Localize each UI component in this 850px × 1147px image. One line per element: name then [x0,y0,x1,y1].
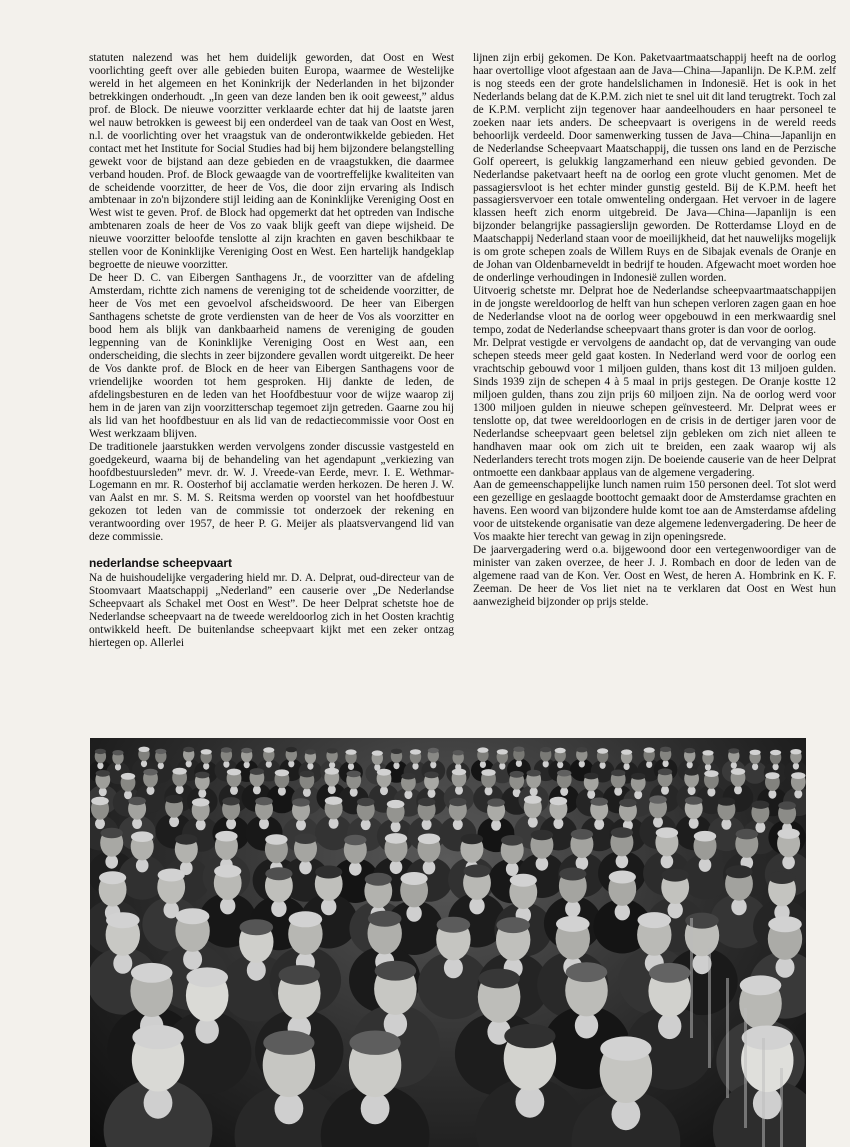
attendee-hair [183,747,194,752]
attendee-hair [176,908,210,924]
left-paragraph-2: De heer D. C. van Eibergen Santhagens Jr., de voorzitter van de afdeling Amsterdam, richtte zich namens de vereniging tot de scheidende voorzitter, de heer de Vos met een gevoelvol afscheidswoord. De heer van Eibergen Santhagens schetste de grote verdiensten van de heer de Vos als voorzitter en bood hem als blijk van dankbaarheid namens de vereniging de gouden legpenning van de Koninklijke Vereniging Oost en West aan, een onderscheiding, die slechts in zeer bijzondere gevallen wordt uitgereikt. De heer de Vos dankte prof. de Block en de heer van Eibergen Santhagens voor de vriendelijke woorden tot hem gesproken. Hij dankte de leden, de afdelingsbesturen en de leden van het Hoofdbestuur voor de wijze waarop zij hem in de jaren van zijn voorzitterschap tegemoet zijn getreden. Gaarne zou hij als lid van het hoofdbestuur en als lid van de redactiecommissie voor Oost en West werkzaam blijven. [89,272,454,440]
attendee-hair [555,748,566,753]
attendee-hair [375,961,417,981]
attendee-hair [504,1024,555,1048]
attendee-hair [571,829,593,840]
attendee-hair [728,748,739,753]
attendee-collar [275,1092,304,1124]
attendee-hair [410,749,421,754]
attendee-hair [175,834,197,845]
attendee-hair [477,747,488,752]
attendee-hair [391,749,402,754]
attendee-hair [778,801,796,809]
attendee-hair [725,865,752,878]
attendee-hair [227,769,241,776]
attendee-collar [428,789,436,798]
attendee-hair [453,750,464,755]
chair-leg [780,1068,783,1147]
attendee-hair [279,965,321,985]
attendee-hair [106,912,140,928]
attendee-hair [424,772,438,779]
attendee-hair [684,748,695,753]
attendee-hair [584,773,598,780]
right-paragraph-3: Mr. Delprat vestigde er vervolgens de aandacht op, dat de vervanging van oude schepen steeds meer geld gaat kosten. In Nederland werd voor de oorlog een vrachtschip gebouwd voor 1 miljoen gulden, thans kost dit 13 miljoen gulden. Sinds 1939 zijn de schepen 4 à 5 maal in prijs gestegen. De Oranje kostte 12 miljoen gulden, thans zou zijn prijs 60 miljoen zijn. Na de oorlog werd voor 1300 miljoen gulden in nieuwe schepen geïnvesteerd. Mr. Delprat wees er tenslotte op, dat twee wereldoorlogen en de crisis in de dertiger jaren voor de Nederlandse scheepvaart geen beletsel zijn gebleken om zich niet alleen te handhaven maar ook om zich uit te breiden, een zaak waarop wij als Nederlanders terecht trots mogen zijn. De boeiende causerie van de heer Delprat ontmoette een dankbaar applaus van de algemene vergadering. [473,336,836,479]
attendee-hair [791,772,805,779]
attendee-hair [752,801,770,809]
attendee-hair [286,747,297,752]
attendee-hair [195,772,209,779]
attendee-hair [638,912,672,928]
left-paragraph-3: De traditionele jaarstukken werden vervolgens zonder discussie vastgesteld en goedgekeurd, waarna bij de behandeling van het agendapunt „verkiezing van hoofdbestuursleden” mevr. dr. W. J. Vreede-van Eerde, mevr. I. E. Wethmar-Logemann en mr. R. Oosterhof bij acclamatie werden herkozen. De heren J. W. van Aalst en mr. S. M. S. Reitsma werden op voorstel van het hoofdbestuur gekozen tot leden van de commissie tot onderzoek der rekening en verantwoording over 1957, de heer P. G. Meijer als plaatsvervangend lid van deze commissie. [89,440,454,544]
attendee-hair [496,917,530,933]
right-text-column [473,52,836,609]
attendee-collar [752,763,758,770]
attendee-hair [155,749,166,754]
attendee-hair [736,829,758,840]
attendee-collar [113,953,132,974]
attendee-hair [263,747,274,752]
attendee-collar [543,761,549,768]
attendee-collar [480,761,486,768]
attendee-hair [95,749,106,754]
attendee-hair [631,773,645,780]
attendee-hair [401,872,428,885]
attendee-collar [491,820,501,831]
attendee-hair [660,747,671,752]
attendee-hair [656,827,678,838]
chair-leg [708,948,711,1068]
attendee-hair [121,773,135,780]
attendee-hair [768,916,802,932]
attendee-hair [365,873,392,886]
attendee-collar [768,790,776,799]
attendee-hair [685,796,703,804]
attendee-hair [101,828,123,839]
attendee-hair [527,770,541,777]
attendee-hair [428,748,439,753]
attendee-hair [513,747,524,752]
attendee-hair [128,797,146,805]
attendee-hair [649,963,691,983]
attendee-collar [444,957,463,978]
attendee-hair [790,749,801,754]
attendee-collar [391,821,401,832]
attendee-collar [793,763,799,770]
attendee-hair [566,962,608,982]
attendee-hair [344,835,366,846]
attendee-collar [600,762,606,769]
attendee-hair [401,773,415,780]
attendee-hair [550,797,568,805]
attendee-collar [721,819,731,830]
right-paragraph-2: Uitvoerig schetste mr. Delprat hoe de Nederlandse scheepvaartmaatschappijen in de jongste wereldoorlog de helft van hun schepen verloren zagen gaan en hoe de Nederlandse vloot na de oorlog weer opgebouwd in een merkwaardig snel tempo, zodat de Nederlandse scheepvaart thans groter is dan voor de oorlog. [473,285,836,337]
attendee-hair [289,911,323,927]
attendee-collar [731,898,746,915]
attendee-collar [124,790,132,799]
right-paragraph-5: De jaarvergadering werd o.a. bijgewoond door een vertegenwoordiger van de minister van zaken overzee, de heer J. J. Rombach en door de leden van de algemene raad van de Kon. Ver. Oost en West, de heren A. Hombrink en K. F. Zeeman. De heer de Vos liet niet na te verklaren dat Oost en West hun aanwezigheid bijzonder op prijs stelde. [473,544,836,609]
attendee-hair [765,772,779,779]
attendee-hair [481,769,495,776]
attendee-hair [750,750,761,755]
attendee-hair [609,871,636,884]
attendee-hair [704,770,718,777]
attendee-hair [241,748,252,753]
attendee-hair [418,834,440,845]
attendee-hair [263,1031,314,1055]
attendee-hair [497,749,508,754]
attendee-hair [777,828,799,839]
attendee-collar [186,760,192,767]
attendee-collar [329,762,335,769]
attendee-collar [361,819,371,830]
attendee-hair [556,916,590,932]
attendee-collar [776,957,795,978]
attendee-hair [315,866,342,879]
left-paragraph-4: Na de huishoudelijke vergadering hield mr. D. A. Delprat, oud-directeur van de Stoomvaart Maatschappij „Nederland” een causerie over „De Nederlandse Scheepvaart als Schakel met Oost en West”. De heer Delprat schetste hoe de Nederlandse scheepvaart na de tweede wereldoorlog zich in het Oosten krachtig ontwikkeld heeft. De buitenlandse scheepvaart kijkt met een zeker ontzag hiertegen op. Allerlei [89,572,454,649]
attendee-hair [172,768,186,775]
attendee-hair [327,748,338,753]
chair-leg [762,1038,765,1147]
attendee-collar [755,822,765,833]
attendee-hair [463,865,490,878]
attendee-collar [226,818,236,829]
attendee-hair [99,871,126,884]
attendee-hair [377,769,391,776]
right-paragraph-1: lijnen zijn erbij gekomen. De Kon. Paketvaartmaatschappij heeft na de oorlog haar overtollige vloot afgestaan aan de Java—China—Japanlijn. De K.P.M. zelf is nog steeds een der grote handelslichamen in Indonesië. Het is ook in het Nederlands belang dat de K.P.M. zich niet te snel uit dit land terugtrekt. Toch zal de K.P.M. verplicht zijn tegenover haar aandeelhouders en haar personeel te zoeken naar iets anders. De scheepvaart is overigens in de wereld reeds behoorlijk verdeeld. Door samenwerking tussen de Java—China—Japanlijn en de Nederlandse Scheepvaart Maatschappij, die tussen ons land en de Perzische Golf opereert, is gelukkig langzamerhand een nieuw gebied gevonden. De Nederlandse paketvaart heeft na de oorlog een grote vlucht genomen. Met de passagiersvloot is het echter minder gunstig gesteld. Bij de K.P.M. heeft het passagiersvervoer een totale omwenteling ondergaan. Het vervoer in de lagere klassen heeft zich enorm uitgebreid. De Java—China—Japanlijn is een bijzonder belangrijke passagierslijn geworden. De Rotterdamse Lloyd en de Maatschappij Nederland staan voor de moeilijkheid, dat het nauwelijks mogelijk is om grote schepen zoals de Willem Ruys en de Sibajak evenals de Oranje en de Johan van Oldenbarneveldt in bedrijf te houden. Afgewacht moet worden hoe de onderlinge verhoudingen in Indonesië zullen worden. [473,52,836,285]
attendee-collar [707,788,715,797]
attendee-hair [240,919,274,935]
attendee-hair [510,771,524,778]
attendee-hair [222,797,240,805]
attendee-hair [597,748,608,753]
attendee-collar [296,820,306,831]
attendee-hair [275,769,289,776]
attendee-collar [141,760,147,767]
attendee-collar [753,1087,782,1119]
attendee-hair [487,798,505,806]
attendee-hair [731,768,745,775]
attendee-hair [649,795,667,803]
attendee-hair [540,747,551,752]
attendee-hair [452,769,466,776]
attendee-hair [132,1025,183,1049]
attendee-hair [387,800,405,808]
attendee-hair [718,797,736,805]
attendee-hair [158,869,185,882]
attendee-collar [661,786,669,795]
attendee-hair [576,747,587,752]
attendee-hair [265,834,287,845]
attendee-hair [740,975,782,995]
attendee-hair [501,835,523,846]
attendee-hair [418,798,436,806]
attendee-hair [345,749,356,754]
attendee-hair [770,750,781,755]
attendee-hair [186,967,228,987]
attendee-collar [469,897,484,914]
attendee-hair [461,834,483,845]
attendee-hair [449,798,467,806]
attendee-hair [131,963,173,983]
attendee-hair [524,795,542,803]
attendee-hair [255,797,273,805]
right-paragraph-4: Aan de gemeenschappelijke lunch namen ruim 150 personen deel. Tot slot werd een gezellige en geslaagde boottocht gemaakt door de Amsterdamse grachten en havens. Een woord van bijzondere hulde komt toe aan de Amsterdamse afdeling voor de uitstekende organisatie van deze algemene ledenvergadering. De heer de Vos maakte hier terecht van gewag in zijn openingsrede. [473,479,836,544]
attendee-hair [91,797,109,805]
attendee-hair [478,969,520,989]
attendee-collar [393,762,399,769]
attendee-hair [96,770,110,777]
attendee-collar [183,949,202,970]
attendee-collar [615,903,630,920]
attendee-hair [742,1026,793,1050]
attendee-hair [368,911,402,927]
attendee-hair [138,747,149,752]
attendee-hair [215,831,237,842]
attendee-collar [348,763,354,770]
attendee-collar [430,761,436,768]
attendee-collar [203,763,209,770]
left-text-column [89,52,454,650]
attendee-hair [437,917,471,933]
attendee-collar [380,786,388,795]
attendee-hair [658,768,672,775]
attendee-hair [131,831,153,842]
attendee-collar [689,818,699,829]
attendee-hair [294,833,316,844]
attendee-hair [265,867,292,880]
chair-leg [726,978,729,1098]
audience-photo-graphic [90,738,806,1147]
attendee-hair [600,1036,651,1060]
attendee-hair [325,768,339,775]
attendee-hair [347,771,361,778]
attendee-hair [357,798,375,806]
attendee-collar [404,790,412,799]
attendee-hair [112,750,123,755]
attendee-hair [192,798,210,806]
attendee-collar [646,761,652,768]
attendee-collar [594,819,604,830]
attendee-collar [575,1013,598,1039]
attendee-hair [662,869,689,882]
attendee-hair [325,797,343,805]
attendee-hair [300,771,314,778]
attendee-hair [510,874,537,887]
attendee-hair [214,865,241,878]
attendee-hair [644,747,655,752]
attendee-hair [165,795,183,803]
attendee-hair [694,831,716,842]
left-paragraph-1: statuten nalezend was het hem duidelijk geworden, dat Oost en West voorlichting geeft over alle gebieden buiten Europa, waarmee de Westelijke wereld in het algemeen en het Koninkrijk der Nederlanden in het bijzonder betrekkingen onderhoudt. „In geen van deze landen ben ik ooit geweest,” aldus prof. de Block. De nieuwe voorzitter verklaarde echter dat hij de laatste jaren wel nauw betrokken is geweest bij een onderdeel van de taak van Oost en West, n.l. de voorlichting over het vraagstuk van de onderontwikkelde gebieden. Het contact met het Institute for Social Studies had bij hem bijzondere belangstelling gewekt voor de bijstand aan deze gebieden en de vraagstukken, die daarmee verband houden. Prof. de Block gewaagde van de voortreffelijke kwaliteiten van de scheidende voorzitter, de heer de Vos, die door zijn ervaring als Indisch ambtenaar in zo'n bijzondere stijl leiding aan de Koninklijke Vereniging Oost en West wist te geven. Prof. de Block had opgemerkt dat het optreden van Indische ambtenaren zoals de heer de Vos zo vaak blijk geeft van diepe wijsheid. De nieuwe voorzitter beloofde tenslotte al zijn krachten en gaven beschikbaar te stellen voor de Koninklijke Vereniging Oost en West. Een hartelijk handgeklap begroette de nieuwe voorzitter. [89,52,454,272]
attendee-hair [385,833,407,844]
attendee-hair [305,749,316,754]
chair-leg [744,1008,747,1128]
attendee-hair [372,750,383,755]
attendee-hair [557,770,571,777]
attendee-hair [590,798,608,806]
attendee-hair [350,1031,401,1055]
attendee-collar [731,762,737,769]
attendee-hair [221,747,232,752]
attendee-hair [621,749,632,754]
attendee-hair [611,770,625,777]
attendee-collar [95,818,105,829]
attendee-hair [201,749,212,754]
attendee-collar [530,787,538,796]
attendee-hair [684,769,698,776]
attendee-collar [668,902,683,919]
attendee-hair [559,868,586,881]
attendee-hair [702,750,713,755]
attendee-hair [611,827,633,838]
audience-photo [90,738,806,1147]
chair-leg [690,918,693,1038]
attendee-hair [292,798,310,806]
attendee-hair [619,799,637,807]
attendee-hair [531,830,553,841]
attendee-hair [768,871,795,884]
attendee-collar [361,1092,390,1124]
section-heading: nederlandse scheepvaart [89,556,232,571]
attendee-hair [143,769,157,776]
attendee-hair [250,768,264,775]
attendee-collar [624,763,630,770]
